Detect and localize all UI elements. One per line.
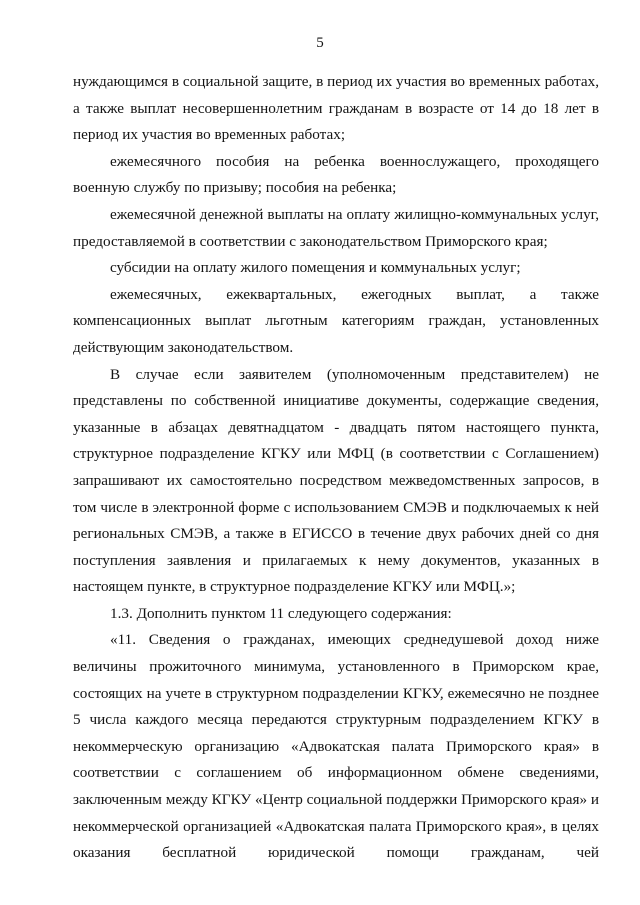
paragraph-amendment-intro: 1.3. Дополнить пунктом 11 следующего содержания:	[110, 604, 452, 622]
paragraph-child-benefit: ежемесячного пособия на ребенка военнослужащего, проходящего военную службу по призыву; пособия на ребенка;	[73, 152, 599, 197]
paragraph-interagency-requests: В случае если заявителем (уполномоченным представителем) не представлены по собственной инициативе документы, содержащие сведения, указанные в абзацах девятнадцатом - двадцать пятом настоящего пункта, структурное подразделение КГКУ или МФЦ (в соответствии с Соглашением) запрашивают их самостоятельно посредством межведомственных запросов, в том числе в электронной форме с использованием СМЭВ и подключаемых к ней региональных СМЭВ, а также в ЕГИССО в течение двух рабочих дней со дня поступления заявления и прилагаемых к нему документов, указанных в настоящем пункте, в структурное подразделение КГКУ или МФЦ.»;	[73, 365, 599, 596]
paragraph-continuation: нуждающимся в социальной защите, в период их участия во временных работах, а также выплат несовершеннолетним гражданам в возрасте от 14 до 18 лет в период их участия во временных работах;	[73, 73, 599, 144]
document-body	[73, 69, 599, 867]
page-number: 5	[316, 35, 324, 51]
paragraph-periodic-payments: ежемесячных, ежеквартальных, ежегодных выплат, а также компенсационных выплат льготным категориям граждан, установленных действующим законодательством.	[73, 285, 599, 356]
paragraph-housing-payment: ежемесячной денежной выплаты на оплату жилищно-коммунальных услуг, предоставляемой в соответствии с законодательством Приморского края;	[73, 205, 599, 250]
paragraph-point-11: «11. Сведения о гражданах, имеющих среднедушевой доход ниже величины прожиточного минимума, установленного в Приморском крае, состоящих на учете в структурном подразделении КГКУ, ежемесячно не позднее 5 числа каждого месяца передаются структурным подразделением КГКУ в некоммерческую организацию «Адвокатская палата Приморского края» в соответствии с соглашением об информационном обмене сведениями, заключенным между КГКУ «Центр социальной поддержки Приморского края» и некоммерческой организацией «Адвокатская палата Приморского края», в целях оказания бесплатной юридической помощи гражданам, чей	[73, 631, 599, 862]
paragraph-housing-subsidy: субсидии на оплату жилого помещения и коммунальных услуг;	[110, 259, 521, 277]
